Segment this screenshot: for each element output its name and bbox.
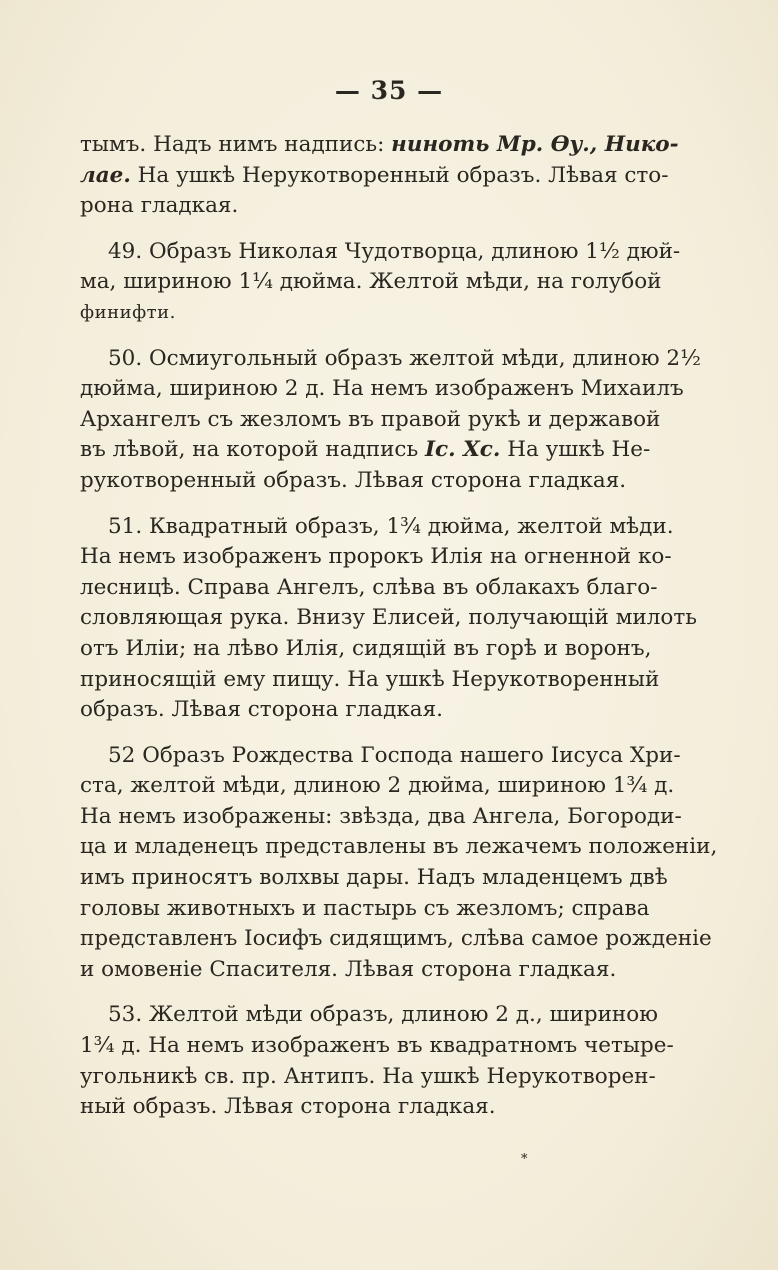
text-line: Архангелъ съ жезломъ въ правой рукѣ и державой: [80, 406, 661, 432]
text-line: 1¾ д. На немъ изображенъ въ квадратномъ четыре-: [80, 1033, 674, 1059]
text-line: приносящій ему пищу. На ушкѣ Нерукотворенный: [80, 666, 660, 692]
text-line: отъ Иліи; на лѣво Илія, сидящій въ горѣ и воронъ,: [80, 635, 652, 661]
text-line: ный образъ. Лѣвая сторона гладкая.: [80, 1094, 496, 1120]
text-line: ца и младенецъ представлены въ лежачемъ положеніи,: [80, 834, 718, 860]
paragraph-item-50: [80, 344, 701, 497]
text-line: словляющая рука. Внизу Елисей, получающій милоть: [80, 605, 697, 631]
paragraph-item-52: [80, 741, 718, 986]
text-line: финифти.: [80, 301, 176, 323]
paragraph-item-51: [80, 512, 697, 726]
page-number: — 35 —: [334, 76, 444, 105]
text-line: 49. Образъ Николая Чудотворца, длиною 1½ дюй-: [108, 238, 681, 264]
text-line: 50. Осмиугольный образъ желтой мѣди, длиною 2½: [108, 345, 701, 371]
paragraph-continuation: [80, 130, 679, 222]
text-line: представленъ Іосифъ сидящимъ, слѣва самое рожденіе: [80, 926, 712, 952]
text-line: 53. Желтой мѣди образъ, длиною 2 д., шириною: [108, 1002, 658, 1028]
paragraph-item-49: [80, 237, 681, 329]
text-line: имъ приносятъ волхвы дары. Надъ младенцемъ двѣ: [80, 865, 668, 891]
text-line: лае. На ушкѣ Нерукотворенный образъ. Лѣвая сто-: [80, 162, 669, 188]
text-line: въ лѣвой, на которой надпись Іс. Хс. На ушкѣ Не-: [80, 437, 651, 463]
text-line: образъ. Лѣвая сторона гладкая.: [80, 697, 443, 723]
text-line: лесницѣ. Справа Ангелъ, слѣва въ облакахъ благо-: [80, 574, 658, 600]
footer-star-mark: *: [521, 1152, 528, 1167]
text-line: угольникѣ св. пр. Антипъ. На ушкѣ Нерукотворен-: [80, 1063, 656, 1089]
text-line: головы животныхъ и пастырь съ жезломъ; справа: [80, 895, 650, 921]
text-line: и омовеніе Спасителя. Лѣвая сторона гладкая.: [80, 956, 617, 982]
text-line: ста, желтой мѣди, длиною 2 дюйма, шириною 1¾ д.: [80, 773, 675, 799]
text-line: тымъ. Надъ нимъ надпись: ниноть Мр. Ѳу., Нико-: [80, 132, 679, 157]
text-body: [80, 130, 718, 1123]
text-line: дюйма, шириною 2 д. На немъ изображенъ Михаилъ: [80, 376, 684, 402]
text-line: 52 Образъ Рождества Господа нашего Іисуса Хри-: [108, 742, 681, 768]
text-line: рона гладкая.: [80, 193, 239, 219]
text-line: 51. Квадратный образъ, 1¾ дюйма, желтой мѣди.: [108, 513, 674, 539]
text-line: ма, шириною 1¼ дюйма. Желтой мѣди, на голубой: [80, 269, 662, 295]
text-line: На немъ изображенъ пророкъ Илія на огненной ко-: [80, 544, 672, 570]
text-line: рукотворенный образъ. Лѣвая сторона гладкая.: [80, 467, 627, 493]
text-line: На немъ изображены: звѣзда, два Ангела, Богороди-: [80, 803, 682, 829]
paragraph-item-53: [80, 1000, 674, 1122]
